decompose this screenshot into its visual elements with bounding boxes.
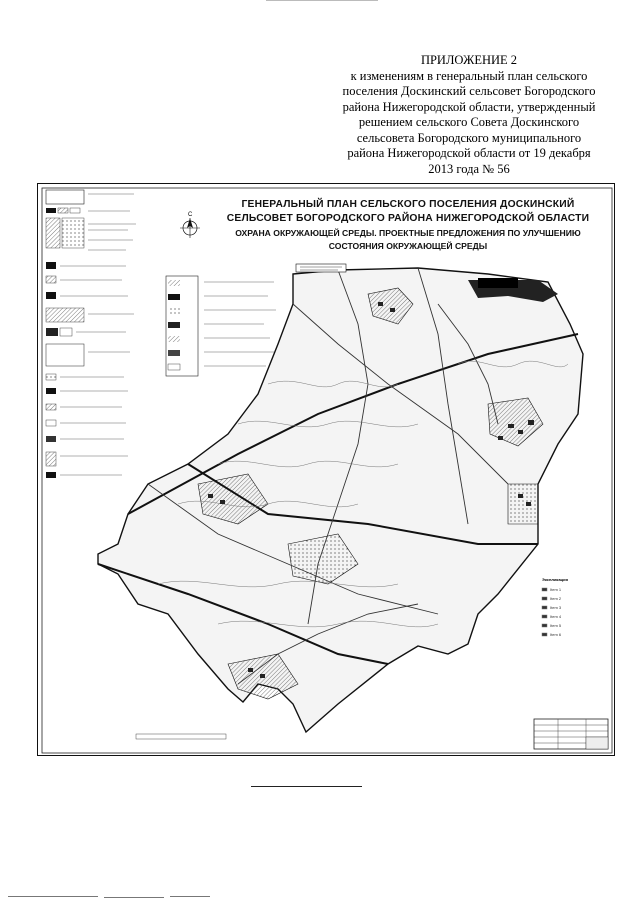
legend-item-label: Item 5	[550, 623, 562, 628]
map-sheet	[37, 183, 615, 756]
map-title-line: ГЕНЕРАЛЬНЫЙ ПЛАН СЕЛЬСКОГО ПОСЕЛЕНИЯ ДОСКИНСКИЙ	[241, 199, 575, 210]
title-block	[534, 719, 608, 749]
annex-line: района Нижегородской области от 19 декабря	[347, 146, 591, 160]
map-note	[136, 734, 226, 739]
explication-legend	[542, 587, 562, 637]
legend-swatch	[542, 633, 547, 636]
legend-item-label: Item 6	[550, 632, 562, 637]
legend-swatch	[542, 624, 547, 627]
legend-heading: Экспликация	[542, 577, 568, 582]
legend-item-label: Item 2	[550, 596, 562, 601]
annex-date: 2013 года № 56	[428, 161, 510, 176]
scan-top-line	[266, 0, 378, 1]
map-drawing	[38, 184, 615, 756]
map-subtitle-line: СОСТОЯНИЯ ОКРУЖАЮЩЕЙ СРЕДЫ	[328, 241, 488, 251]
north-arrow-icon	[180, 218, 200, 238]
map-title	[218, 198, 598, 252]
scan-artifact	[0, 893, 640, 905]
footer-rule	[251, 786, 362, 787]
legend-swatch	[542, 597, 547, 600]
annex-line: сельсовета Богородского муниципального	[356, 130, 582, 145]
legend-swatch	[542, 588, 547, 591]
annex-line: решением сельского Совета Доскинского	[358, 115, 580, 129]
annex-header	[330, 53, 608, 177]
legend-swatch	[542, 615, 547, 618]
legend-item-label: Item 3	[550, 605, 562, 610]
annex-line: поселения Доскинский сельсовет Богородского	[342, 84, 596, 98]
legend-swatch	[542, 606, 547, 609]
annex-title: ПРИЛОЖЕНИЕ 2	[420, 53, 518, 67]
annex-line: района Нижегородской области, утвержденный	[342, 99, 596, 114]
map-subtitle-line: ОХРАНА ОКРУЖАЮЩЕЙ СРЕДЫ. ПРОЕКТНЫЕ ПРЕДЛОЖЕНИЯ ПО УЛУЧШЕНИЮ	[235, 228, 581, 238]
annex-line: к изменениям в генеральный план сельского	[350, 68, 588, 83]
settlement-territory	[98, 264, 583, 732]
north-label: С	[188, 212, 193, 218]
legend-item-label: Item 4	[550, 614, 562, 619]
left-legend	[46, 190, 136, 478]
legend-item-label: Item 1	[550, 587, 562, 592]
middle-legend	[166, 276, 276, 376]
map-title-line: СЕЛЬСОВЕТ БОГОРОДСКОГО РАЙОНА НИЖЕГОРОДСКОЙ ОБЛАСТИ	[226, 213, 590, 224]
